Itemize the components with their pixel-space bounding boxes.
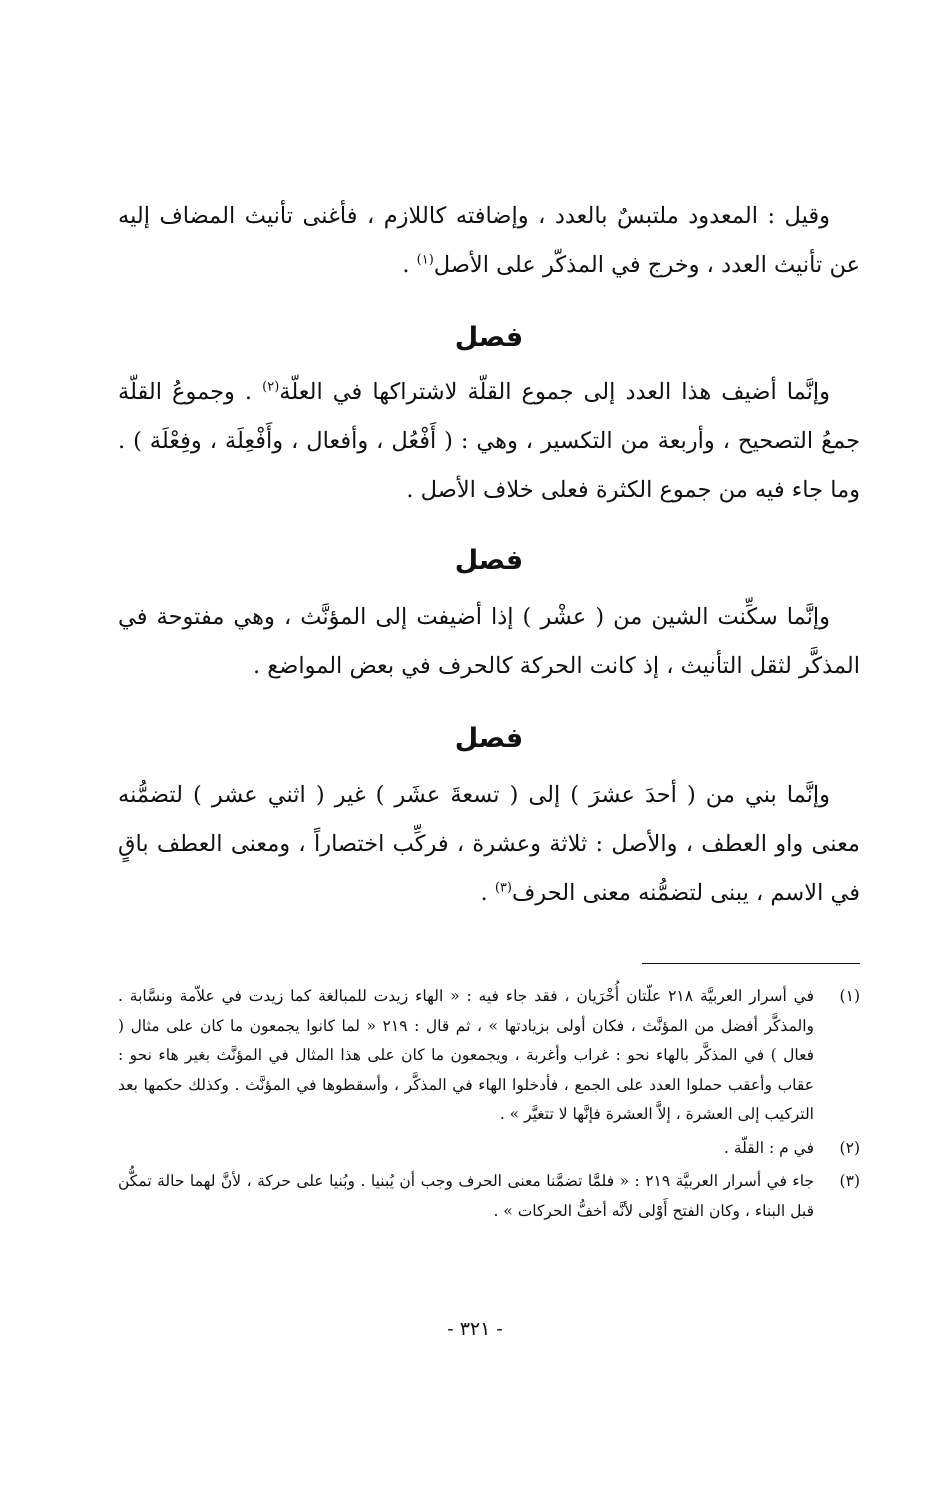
- section-heading-2: فصل: [454, 545, 524, 576]
- section-3-paragraph: [118, 771, 860, 918]
- footnote-2: [118, 1134, 860, 1164]
- section-2-paragraph: وإنَّما سكِّنت الشين من ( عشْر ) إذا أضيفت إلى المؤنَّث ، وهي مفتوحة في المذكَّر لثقل التأنيث ، إذ كانت الحركة كالحرف في بعض المواضع .: [118, 604, 860, 679]
- intro-paragraph: [118, 192, 860, 290]
- footnote-number: (١): [839, 987, 860, 1005]
- footnote-ref-3: (٣): [494, 880, 512, 896]
- footnote-ref-2: (٢): [262, 379, 280, 395]
- intro-tail: .: [402, 252, 417, 278]
- footnote-1: [118, 982, 860, 1130]
- footnotes: [118, 982, 860, 1230]
- footnote-number: (٢): [839, 1138, 860, 1157]
- main-text: [118, 192, 860, 918]
- footnote-text: في م : القلّة .: [723, 1138, 814, 1157]
- footnote-text: جاء في أسرار العربيَّة ٢١٩ : « فلمَّا تضمَّنا معنى الحرف وجب أن يُبنيا . وبُنيا على حركة ، لأنَّ لهما حالة تمكُّن قبل البناء ، وكان الفتح أَوْلى لأنَّه أخفُّ الحركات » .: [118, 1172, 814, 1220]
- section-1-paragraph: [118, 368, 860, 515]
- section-heading-1: فصل: [454, 322, 524, 353]
- footnote-3: [118, 1167, 860, 1226]
- page-number: - ٣٢١ -: [447, 1318, 503, 1340]
- footnote-number: (٣): [839, 1172, 860, 1190]
- footnote-ref-1: (١): [416, 252, 434, 268]
- section-3-tail: .: [480, 880, 495, 906]
- section-heading-3: فصل: [454, 723, 524, 754]
- section-3-text: وإنَّما بني من ( أحدَ عشرَ ) إلى ( تسعةَ عشَر ) غير ( اثني عشر ) لتضمُّنه معنى واو العطف ، والأصل : ثلاثة وعشرة ، فركِّب اختصاراً ، ومعنى العطف باقٍ في الاسم ، يبنى لتضمُّنه معنى الحرف: [118, 782, 860, 906]
- section-1-text-a: وإنَّما أضيف هذا العدد إلى جموع القلّة لاشتراكها في العلّة: [279, 379, 830, 405]
- footnote-text: في أسرار العربيَّة ٢١٨ علّتان أُخْرَيان ، فقد جاء فيه : « الهاء زيدت للمبالغة كما زيدت في علاّمة ونسَّابة . والمذكَّر أفضل من المؤنَّث ، فكان أولى بزيادتها » ، ثم قال : ٢١٩ « لما كانوا يجمعون ما كان على مثال ( فعال ) في المذكَّر بالهاء نحو : غراب وأغربة ، ويجمعون ما كان على هذا المثال في المؤنَّث بغير هاء نحو : عقاب وأعقب حملوا العدد على الجمع ، فأدخلوا الهاء في المذكَّر ، وأسقطوها في المؤنَّث . وكذلك حكمها بعد التركيب إلى العشرة ، إلاَّ العشرة فإنَّها لا تتغيَّر » .: [118, 987, 815, 1123]
- footnote-separator: [642, 963, 860, 964]
- section-1-text-b: . وجموعُ القلّة جمعُ التصحيح ، وأربعة من التكسير ، وهي : ( أَفْعُل ، وأفعال ، وأَفْعِلَة ، وفِعْلَة ) . وما جاء فيه من جموع الكثرة فعلى خلاف الأصل .: [118, 379, 860, 503]
- intro-text: وقيل : المعدود ملتبسٌ بالعدد ، وإضافته كاللازم ، فأغنى تأنيث المضاف إليه عن تأنيث العدد ، وخرج في المذكّر على الأصل: [118, 203, 860, 278]
